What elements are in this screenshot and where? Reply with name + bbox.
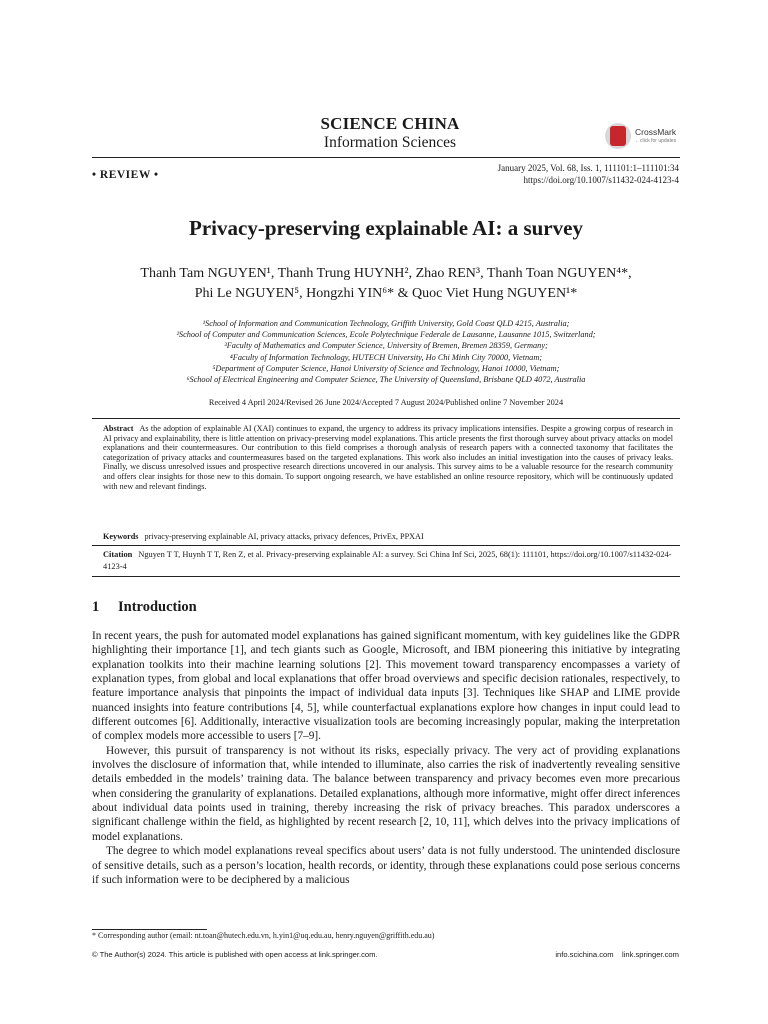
abstract-label: Abstract [103, 424, 134, 433]
paragraph-1: In recent years, the push for automated model explanations has gained significant momentum, with key guidelines like the GDPR highlighting their importance [1], and tech giants such as Google, Microsoft, and IBM pioneering this initiative by integrating explanation toolkits into their machine learning solutions [2]. This movement toward transparency encompasses a variety of explanation types, from global and local explanations that offer broad overviews and specific decision rationales, respectively, to feature importance analysis that pinpoints the impact of individual data inputs [3]. Techniques like SHAP and LIME provide nuanced insights into feature contributions [4, 5], while counterfactual explanations explore how changes in input could lead to different outcomes [6]. Additionally, interactive visualization tools are becoming increasingly popular, making the interpretation of complex models more accessible to users [7–9]. [92, 630, 680, 743]
crossmark-badge[interactable] [605, 122, 685, 154]
citation-top-rule [92, 545, 680, 546]
header-rule [92, 157, 680, 158]
footnote-rule [92, 929, 207, 930]
crossmark-label: CrossMark [635, 127, 677, 137]
paragraph-2: However, this pursuit of transparency is not without its risks, especially privacy. The very act of providing explanations involves the disclosure of information that, while intended to illuminate, also carries the risk of inadvertently revealing sensitive details embedded in the models’ training data. The balance between transparency and privacy becomes even more precarious when considering the granularity of explanations. Detailed explanations, although more informative, might offer direct inferences about individual data points used in training, thereby increasing the risk of privacy breaches. This paradox underscores a significant challenge within the field, as highlighted by recent research [2, 10, 11], which delves into the privacy implications of model explanations. [92, 744, 680, 843]
issue-info: January 2025, Vol. 68, Iss. 1, 111101:1–111101:34 [497, 163, 679, 173]
journal-name: SCIENCE CHINA [320, 114, 460, 133]
affiliation-1: ¹School of Information and Communication Technology, Griffith University, Gold Coast QLD 4215, Australia; [202, 319, 570, 328]
section-number: 1 [92, 599, 100, 615]
article-meta [498, 162, 679, 186]
citation-bottom-rule [92, 576, 680, 577]
doi-link[interactable]: https://doi.org/10.1007/s11432-024-4123-4 [523, 175, 679, 185]
keywords-text: privacy-preserving explainable AI, privacy attacks, privacy defences, PrivEx, PPXAI [144, 532, 424, 541]
citation [103, 549, 673, 573]
license-note: © The Author(s) 2024. This article is published with open access at link.springer.com. [92, 950, 378, 959]
author-list [0, 264, 768, 304]
journal-subtitle: Information Sciences [323, 134, 457, 151]
affiliation-6: ⁶School of Electrical Engineering and Computer Science, The University of Queensland, Brisbane QLD 4072, Australia [186, 375, 586, 385]
affiliation-2: ²School of Computer and Communication Sciences, Ecole Polytechnique Federale de Lausanne, Lausanne 1015, Switzerland; [176, 330, 596, 340]
affiliation-4: ⁴Faculty of Information Technology, HUTECH University, Ho Chi Minh City 70000, Vietnam; [229, 352, 543, 362]
corresponding-author-footnote: * Corresponding author (email: nt.toan@hutech.edu.vn, h.yin1@uq.edu.au, henry.nguyen@griffith.edu.au) [92, 931, 435, 940]
affiliation-3: ³Faculty of Mathematics and Computer Science, University of Bremen, Bremen 28359, Germany; [224, 341, 548, 351]
author-line-1: Thanh Tam NGUYEN¹, Thanh Trung HUYNH², Zhao REN³, Thanh Toan NGUYEN⁴*, [140, 266, 632, 281]
crossmark-sublabel: ←click for updates [635, 138, 677, 144]
keywords-label: Keywords [103, 532, 139, 541]
article-type: • REVIEW • [92, 169, 159, 181]
crossmark-bookmark-icon [610, 126, 626, 146]
body-text [92, 629, 680, 887]
section-heading [92, 599, 197, 616]
section-title: Introduction [118, 599, 197, 615]
footer-sites[interactable]: info.scichina.com link.springer.com [555, 950, 679, 959]
paragraph-3: The degree to which model explanations reveal specifics about users’ data is not fully understood. The unintended disclosure of sensitive details, such as a person’s location, health records, or identity, through these explanations could pose serious concerns if such information were to be deciphered by a malicious [92, 845, 680, 886]
received-dates: Received 4 April 2024/Revised 26 June 2024/Accepted 7 August 2024/Published online 7 November 2024 [208, 398, 564, 407]
affiliations [0, 318, 768, 385]
author-line-2: Phi Le NGUYEN⁵, Hongzhi YIN⁶* & Quoc Viet Hung NGUYEN¹* [194, 286, 578, 301]
abstract [103, 424, 673, 491]
keywords [103, 532, 673, 541]
abstract-top-rule [92, 418, 680, 419]
abstract-text: As the adoption of explainable AI (XAI) continues to expand, the urgency to address its privacy implications intensifies. Despite a growing corpus of research in AI privacy and explainability, there is little attention on privacy-preserving model explanations. This article presents the first thorough survey about privacy attacks on model explanations and their countermeasures. Our contribution to this field comprises a thorough analysis of research papers with a connected taxonomy that facilitates the categorization of privacy attacks and countermeasures based on the targeted explanations. This work also includes an initial investigation into the causes of privacy leaks. Finally, we discuss unresolved issues and prospective research directions uncovered in our analysis. This survey aims to be a valuable resource for the research community and offers clear insights for those new to this domain. To support ongoing research, we have established an online resource repository, which will be continuously updated with new and relevant findings. [103, 424, 673, 491]
citation-text: Nguyen T T, Huynh T T, Ren Z, et al. Privacy-preserving explainable AI: a survey. Sci China Inf Sci, 2025, 68(1): 111101, https://doi.org/10.1007/s11432-024-4123-4 [103, 550, 672, 571]
citation-label: Citation [103, 550, 133, 559]
paper-title: Privacy-preserving explainable AI: a survey [189, 216, 583, 240]
affiliation-5: ⁵Department of Computer Science, Hanoi University of Science and Technology, Hanoi 10000, Vietnam; [212, 363, 560, 373]
